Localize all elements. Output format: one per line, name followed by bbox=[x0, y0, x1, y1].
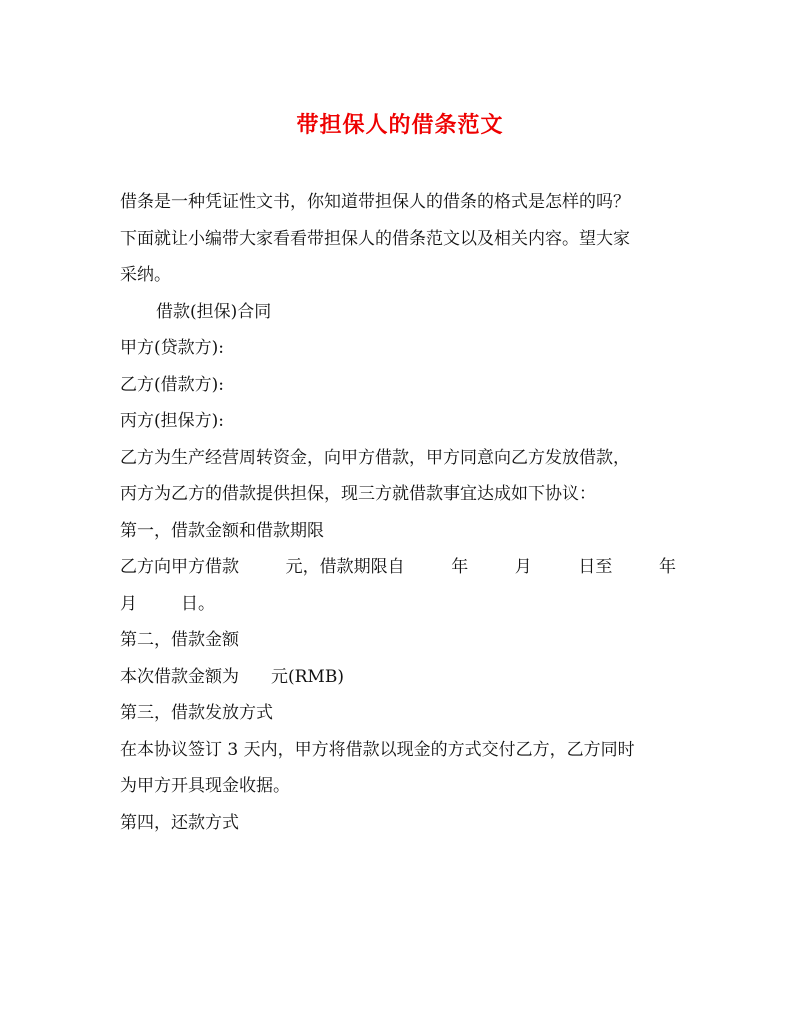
clause-1-part: 年 bbox=[451, 557, 469, 577]
party-b-line: 乙方(借款方): bbox=[120, 374, 224, 395]
contract-heading: 借款(担保)合同 bbox=[156, 301, 272, 322]
clause-1-line-1 bbox=[120, 549, 676, 586]
party-c-line: 丙方(担保方): bbox=[120, 411, 224, 431]
clause-1-day: 日。 bbox=[181, 593, 215, 614]
clause-2-text bbox=[120, 659, 680, 696]
intro-line-2: 下面就让小编带大家看看带担保人的借条范文以及相关内容。望大家 bbox=[120, 228, 630, 249]
clause-4-title: 第四，还款方式 bbox=[120, 812, 239, 833]
clause-1-line-2 bbox=[120, 586, 680, 623]
clause-1-part: 乙方向甲方借款 bbox=[120, 557, 239, 577]
clause-2-text-b: 元(RMB) bbox=[271, 666, 344, 687]
clause-1-part: 月 bbox=[514, 557, 532, 577]
clause-1-part: 日至 bbox=[578, 557, 613, 577]
clause-3-title: 第三，借款发放方式 bbox=[120, 703, 273, 723]
preamble-line-1: 乙方为生产经营周转资金，向甲方借款，甲方同意向乙方发放借款， bbox=[120, 447, 630, 468]
document-title: 带担保人的借条范文 bbox=[296, 112, 504, 138]
intro-line-3: 采纳。 bbox=[120, 265, 171, 285]
clause-1-part: 年 bbox=[658, 557, 676, 577]
party-a-line: 甲方(贷款方): bbox=[120, 338, 224, 358]
clause-1-part: 元，借款期限自 bbox=[285, 557, 405, 577]
preamble-line-2: 丙方为乙方的借款提供担保，现三方就借款事宜达成如下协议： bbox=[120, 484, 596, 504]
intro-line-1: 借条是一种凭证性文书，你知道带担保人的借条的格式是怎样的吗？ bbox=[120, 192, 630, 212]
clause-3-line-2: 为甲方开具现金收据。 bbox=[120, 776, 290, 796]
clause-1-month: 月 bbox=[120, 593, 137, 614]
clause-3-line-1: 在本协议签订 3 天内，甲方将借款以现金的方式交付乙方，乙方同时 bbox=[120, 739, 635, 760]
document-body bbox=[120, 184, 680, 841]
clause-2-title: 第二，借款金额 bbox=[120, 630, 239, 650]
clause-1-title: 第一，借款金额和借款期限 bbox=[120, 520, 324, 541]
clause-2-text-a: 本次借款金额为 bbox=[120, 666, 239, 687]
